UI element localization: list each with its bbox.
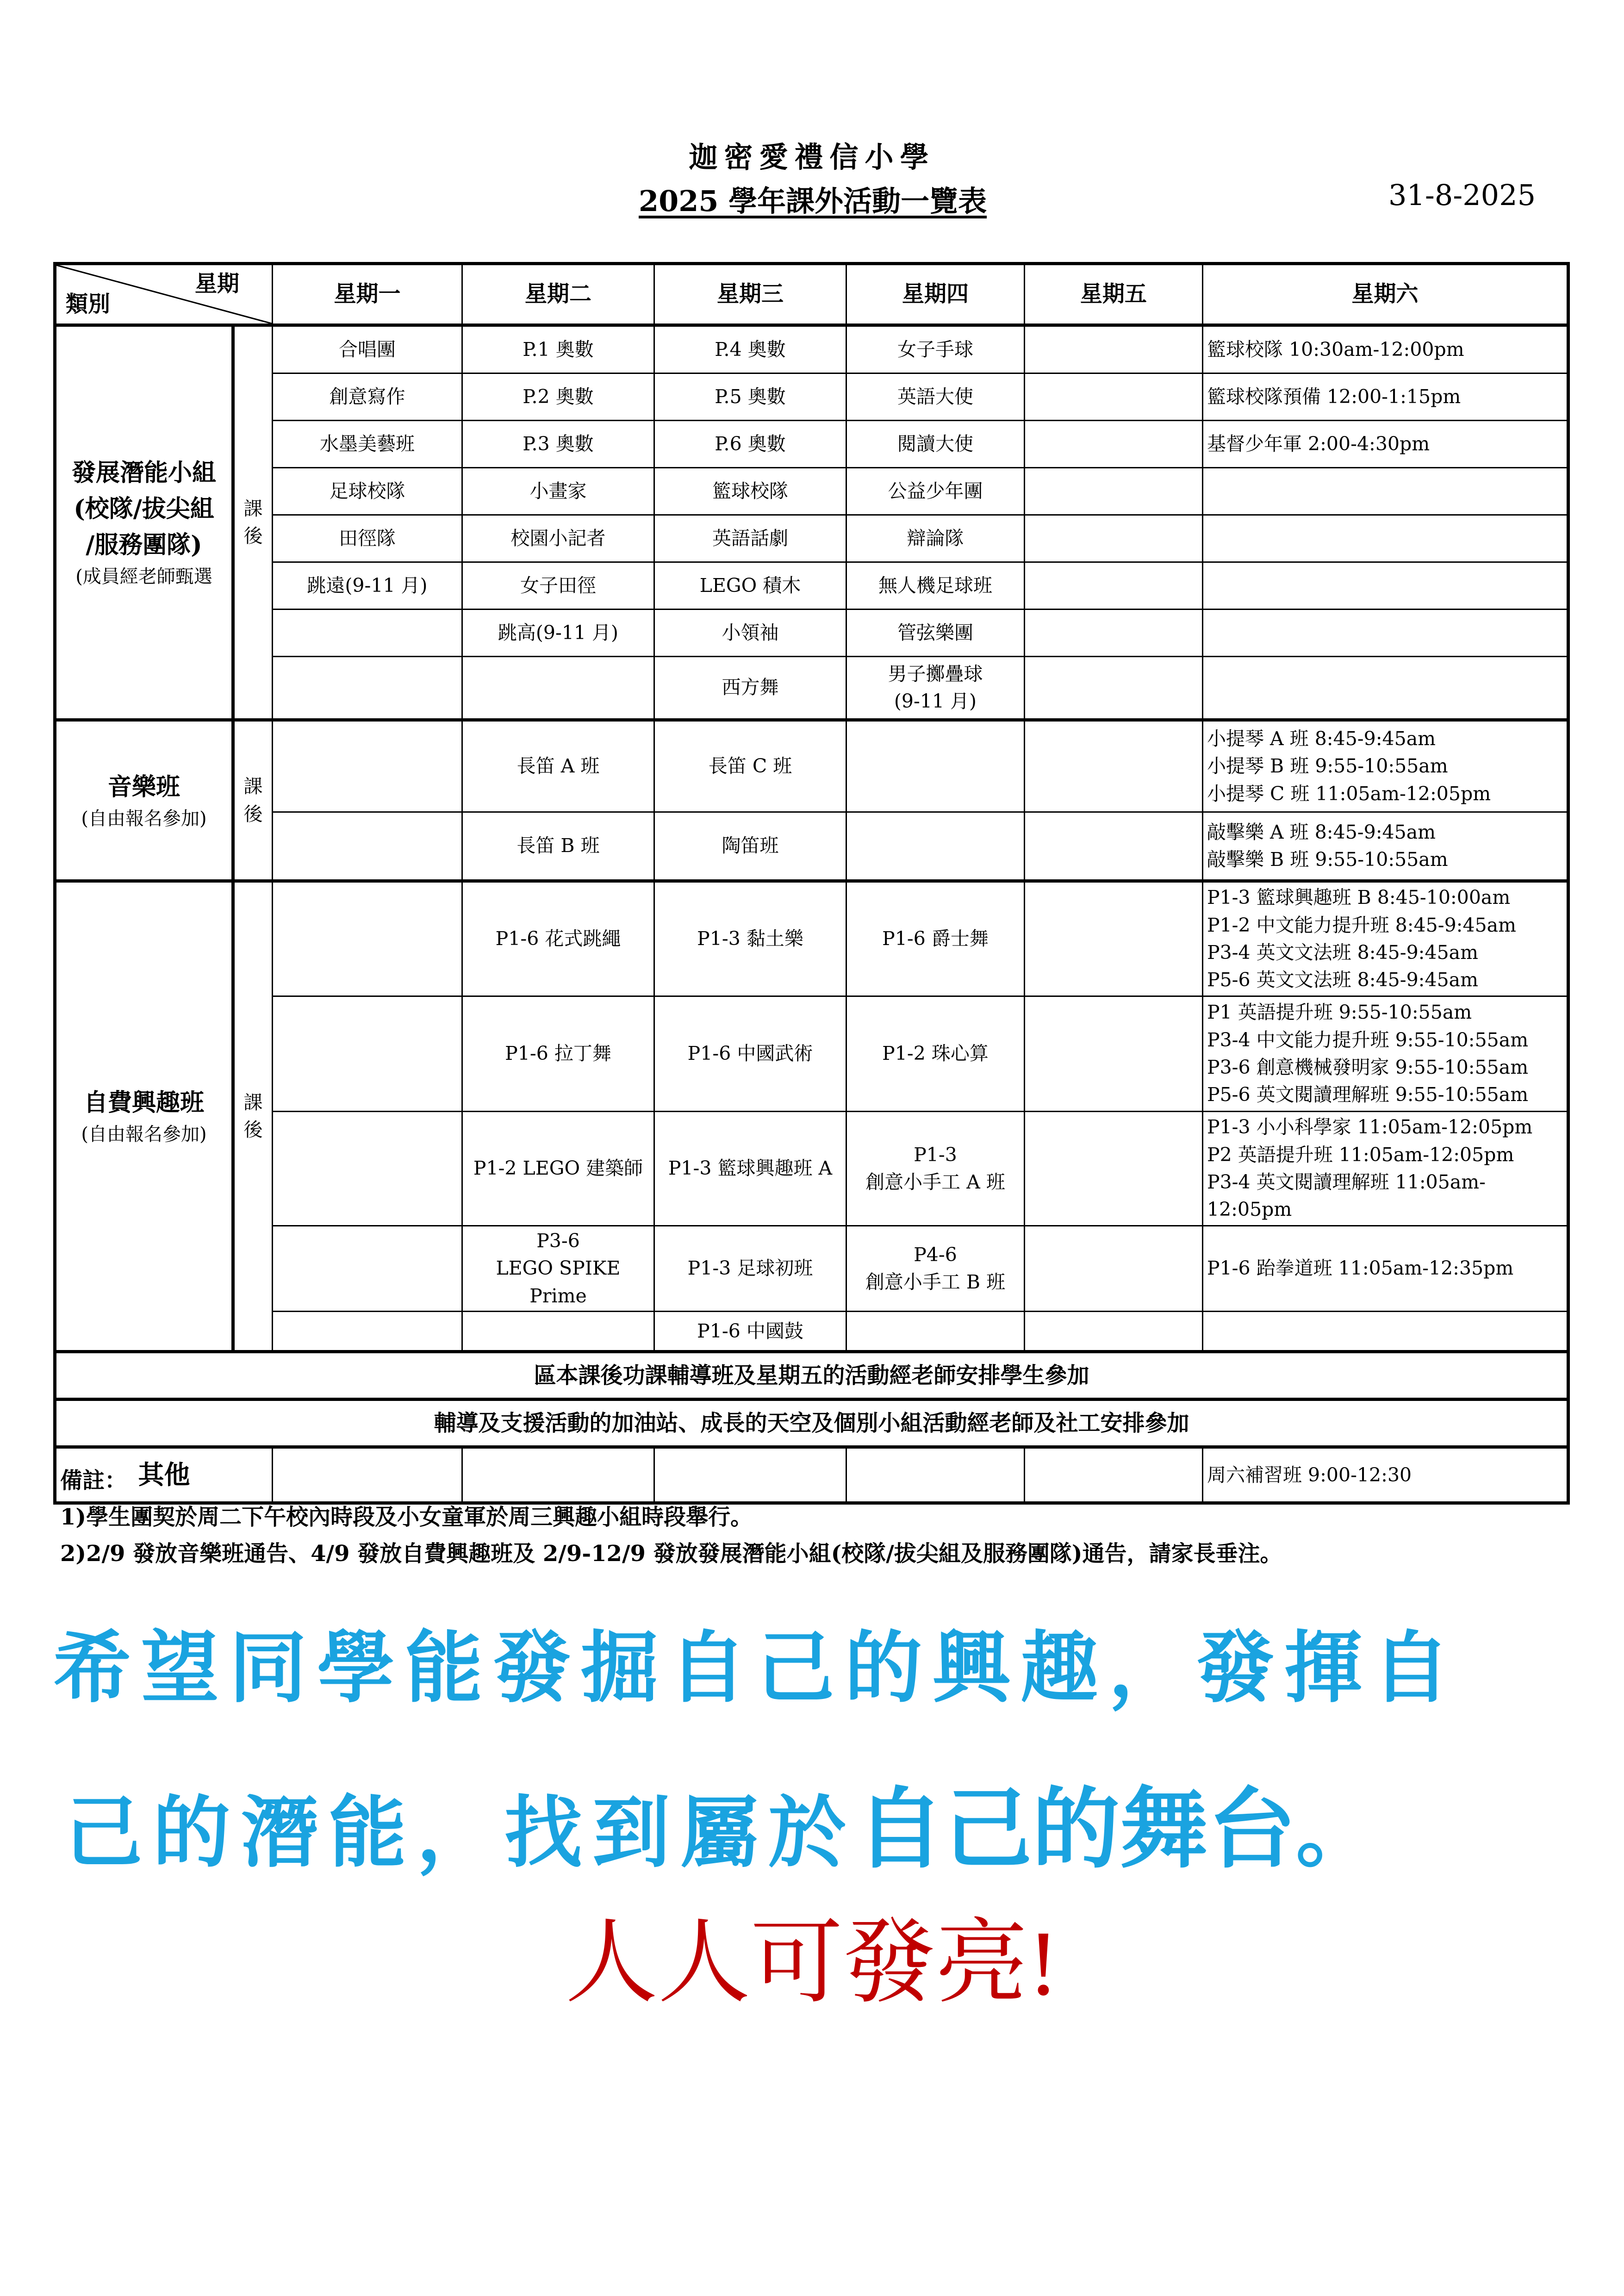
- interest-cell: P4-6 創意小手工 B 班: [846, 1226, 1025, 1312]
- dev-cell: P.4 奧數: [654, 325, 846, 373]
- music-cell: 陶笛班: [654, 812, 846, 881]
- day-header-5: 星期五: [1025, 264, 1203, 325]
- music-cell: [1025, 720, 1203, 812]
- dev-cell: 跳遠(9-11 月): [273, 562, 462, 610]
- interest-cell: P1 英語提升班 9:55-10:55am P3-4 中文能力提升班 9:55-10:55am P3-6 創意機械發明家 9:55-10:55am P5-6 英文閱讀理解班 9:55-10:55am: [1203, 996, 1568, 1112]
- dev-cell: [1203, 562, 1568, 610]
- dev-cell: P.2 奧數: [462, 373, 654, 421]
- dev-cell: [1025, 515, 1203, 562]
- interest-name: 自費興趣班: [83, 1089, 204, 1117]
- dev-cell: 女子田徑: [462, 562, 654, 610]
- music-row: [55, 720, 1568, 812]
- wide-row-text: 區本課後功課輔導班及星期五的活動經老師安排學生參加: [55, 1352, 1568, 1400]
- music-cell: [846, 720, 1025, 812]
- dev-cell: 英語大使: [846, 373, 1025, 421]
- slogan-line-1: 希望同學能發掘自己的興趣，發揮自: [53, 1623, 1460, 1713]
- interest-cell: P1-2 LEGO 建築師: [462, 1112, 654, 1226]
- dev-cell: 西方舞: [654, 657, 846, 720]
- music-cell: 長笛 A 班: [462, 720, 654, 812]
- interest-session-label: 課 後: [233, 881, 273, 1352]
- dev-cell: P.6 奧數: [654, 421, 846, 468]
- interest-row: [55, 881, 1568, 996]
- other-label: 其他: [55, 1447, 273, 1503]
- dev-cell: P.1 奧數: [462, 325, 654, 373]
- dev-cell: LEGO 積木: [654, 562, 846, 610]
- dev-cell: [1025, 468, 1203, 515]
- music-cell: [273, 720, 462, 812]
- dev-cell: [1203, 657, 1568, 720]
- dev-cell: [1025, 610, 1203, 657]
- wide-row-text: 輔導及支援活動的加油站、成長的天空及個別小組活動經老師及社工安排參加: [55, 1400, 1568, 1447]
- interest-cell: P1-6 爵士舞: [846, 881, 1025, 996]
- remarks: [60, 1462, 1282, 1573]
- school-name: 迦密愛禮信小學: [689, 140, 935, 174]
- slogan-line-2-text: 己的潛能，找到屬於: [65, 1787, 856, 1878]
- dev-cell: 跳高(9-11 月): [462, 610, 654, 657]
- music-session-label: 課 後: [233, 720, 273, 881]
- dev-cell: [273, 657, 462, 720]
- interest-cell: [1025, 881, 1203, 996]
- interest-note: (自由報名參加): [81, 1124, 207, 1145]
- day-header-6: 星期六: [1203, 264, 1568, 325]
- corner-day-label: 星期: [194, 271, 239, 297]
- wide-row-2: [55, 1400, 1568, 1447]
- dev-cell: [1025, 325, 1203, 373]
- header-row: [55, 264, 1568, 325]
- dev-cell: 基督少年軍 2:00-4:30pm: [1203, 421, 1568, 468]
- interest-row: [55, 1312, 1568, 1352]
- interest-cell: [462, 1312, 654, 1352]
- music-cell: [846, 812, 1025, 881]
- dev-cell: 無人機足球班: [846, 562, 1025, 610]
- music-cell: 敲擊樂 A 班 8:45-9:45am 敲擊樂 B 班 9:55-10:55am: [1203, 812, 1568, 881]
- dev-cell: 英語話劇: [654, 515, 846, 562]
- interest-cell: P1-3 籃球興趣班 A: [654, 1112, 846, 1226]
- slogan-line-2-end: 。: [1296, 1787, 1384, 1878]
- interest-group-label: [55, 881, 233, 1352]
- dev-cell: [1203, 468, 1568, 515]
- day-header-2: 星期二: [462, 264, 654, 325]
- dev-cell: 合唱團: [273, 325, 462, 373]
- interest-cell: P1-6 中國武術: [654, 996, 846, 1112]
- interest-cell: [1025, 1112, 1203, 1226]
- interest-cell: P1-3 黏土樂: [654, 881, 846, 996]
- other-cell: 周六補習班 9:00-12:30: [1203, 1447, 1568, 1503]
- dev-cell: 管弦樂團: [846, 610, 1025, 657]
- dev-cell: 男子擲疊球 (9-11 月): [846, 657, 1025, 720]
- interest-cell: P1-3 籃球興趣班 B 8:45-10:00am P1-2 中文能力提升班 8:45-9:45am P3-4 英文文法班 8:45-9:45am P5-6 英文文法班 8:45-9:45am: [1203, 881, 1568, 996]
- dev-row: [55, 421, 1568, 468]
- interest-row: [55, 1112, 1568, 1226]
- interest-cell: P3-6 LEGO SPIKE Prime: [462, 1226, 654, 1312]
- dev-cell: 籃球校隊 10:30am-12:00pm: [1203, 325, 1568, 373]
- interest-cell: [1203, 1312, 1568, 1352]
- interest-cell: [1025, 1226, 1203, 1312]
- music-cell: 長笛 B 班: [462, 812, 654, 881]
- dev-name-line: /服務團隊): [86, 531, 202, 559]
- dev-cell: 公益少年團: [846, 468, 1025, 515]
- interest-cell: [273, 1226, 462, 1312]
- music-group-name: [58, 769, 230, 832]
- dev-cell: 女子手球: [846, 325, 1025, 373]
- dev-cell: 辯論隊: [846, 515, 1025, 562]
- dev-cell: 小領袖: [654, 610, 846, 657]
- interest-cell: [846, 1312, 1025, 1352]
- dev-row: [55, 515, 1568, 562]
- dev-row: [55, 610, 1568, 657]
- dev-group-label: [55, 325, 233, 720]
- interest-cell: P1-3 足球初班: [654, 1226, 846, 1312]
- document-title: 2025 學年課外活動一覽表: [639, 184, 987, 218]
- dev-note: (成員經老師甄選: [75, 566, 212, 587]
- dev-row: [55, 468, 1568, 515]
- dev-row: [55, 373, 1568, 421]
- interest-cell: [273, 881, 462, 996]
- remarks-heading: 備註：: [60, 1468, 127, 1493]
- motto: 人人可發亮!: [565, 1912, 1059, 2015]
- interest-cell: [1025, 996, 1203, 1112]
- music-row: [55, 812, 1568, 881]
- dev-cell: 閱讀大使: [846, 421, 1025, 468]
- interest-row: [55, 1226, 1568, 1312]
- music-group-label: [55, 720, 233, 881]
- dev-cell: [1025, 373, 1203, 421]
- interest-group-name: [58, 1085, 230, 1148]
- dev-cell: 田徑隊: [273, 515, 462, 562]
- music-cell: 小提琴 A 班 8:45-9:45am 小提琴 B 班 9:55-10:55am 小提琴 C 班 11:05am-12:05pm: [1203, 720, 1568, 812]
- interest-row: [55, 996, 1568, 1112]
- dev-cell: P.3 奧數: [462, 421, 654, 468]
- interest-cell: P1-6 拉丁舞: [462, 996, 654, 1112]
- slogan-highlight: 自己的舞台: [856, 1778, 1296, 1880]
- dev-cell: [1025, 562, 1203, 610]
- corner-cell: [55, 264, 273, 325]
- corner-category-label: 類別: [66, 291, 111, 317]
- interest-cell: P1-6 跆拳道班 11:05am-12:35pm: [1203, 1226, 1568, 1312]
- remark-item-1: 1)學生團契於周二下午校內時段及小女童軍於周三興趣小組時段舉行。: [60, 1504, 753, 1531]
- day-header-1: 星期一: [273, 264, 462, 325]
- document-date: 31-8-2025: [1388, 178, 1536, 212]
- dev-cell: 創意寫作: [273, 373, 462, 421]
- interest-cell: [273, 996, 462, 1112]
- dev-cell: 籃球校隊: [654, 468, 846, 515]
- dev-cell: [273, 610, 462, 657]
- dev-cell: 校園小記者: [462, 515, 654, 562]
- dev-cell: [1203, 610, 1568, 657]
- interest-cell: P1-6 中國鼓: [654, 1312, 846, 1352]
- dev-cell: 水墨美藝班: [273, 421, 462, 468]
- activity-schedule-table: [53, 262, 1570, 1505]
- dev-cell: 足球校隊: [273, 468, 462, 515]
- dev-cell: 小畫家: [462, 468, 654, 515]
- interest-cell: [273, 1112, 462, 1226]
- dev-cell: [462, 657, 654, 720]
- dev-group-name: [58, 455, 230, 590]
- music-cell: [273, 812, 462, 881]
- dev-row: [55, 325, 1568, 373]
- dev-name-line: (校隊/拔尖組: [74, 495, 214, 523]
- wide-row-1: [55, 1352, 1568, 1400]
- dev-row: [55, 657, 1568, 720]
- interest-cell: P1-2 珠心算: [846, 996, 1025, 1112]
- dev-cell: 籃球校隊預備 12:00-1:15pm: [1203, 373, 1568, 421]
- day-header-3: 星期三: [654, 264, 846, 325]
- dev-cell: [1025, 657, 1203, 720]
- dev-cell: [1025, 421, 1203, 468]
- dev-cell: P.5 奧數: [654, 373, 846, 421]
- dev-name-line: 發展潛能小組: [71, 459, 216, 487]
- music-cell: [1025, 812, 1203, 881]
- remark-item-2: 2)2/9 發放音樂班通告、4/9 發放自費興趣班及 2/9-12/9 發放發展潛能小組(校隊/拔尖組及服務團隊)通告，請家長垂注。: [60, 1541, 1282, 1567]
- interest-cell: [273, 1312, 462, 1352]
- interest-cell: P1-3 創意小手工 A 班: [846, 1112, 1025, 1226]
- dev-row: [55, 562, 1568, 610]
- music-name: 音樂班: [107, 772, 180, 801]
- interest-cell: P1-6 花式跳繩: [462, 881, 654, 996]
- music-cell: 長笛 C 班: [654, 720, 846, 812]
- dev-session-label: 課 後: [233, 325, 273, 720]
- dev-cell: [1203, 515, 1568, 562]
- music-note: (自由報名參加): [81, 808, 207, 829]
- day-header-4: 星期四: [846, 264, 1025, 325]
- interest-cell: P1-3 小小科學家 11:05am-12:05pm P2 英語提升班 11:05am-12:05pm P3-4 英文閱讀理解班 11:05am- 12:05pm: [1203, 1112, 1568, 1226]
- interest-cell: [1025, 1312, 1203, 1352]
- slogan-line-2: [65, 1759, 1384, 1885]
